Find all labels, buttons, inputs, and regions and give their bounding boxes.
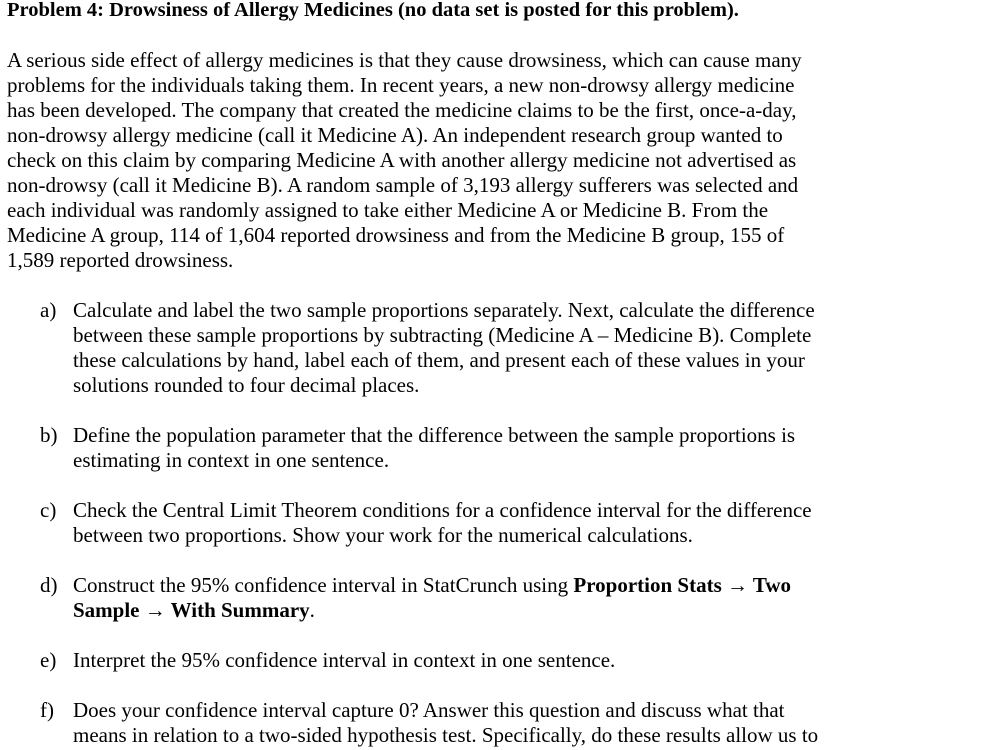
question-line: Define the population parameter that the difference between the sample proportions is	[73, 423, 796, 447]
question-text-end: .	[309, 598, 315, 622]
statcrunch-menu-path-cont: Sample → With Summary	[73, 598, 310, 622]
statcrunch-menu-path: Proportion Stats → Two	[573, 573, 791, 597]
question-letter: a)	[40, 298, 57, 322]
question-letter: e)	[40, 648, 57, 672]
intro-line: 1,589 reported drowsiness.	[7, 248, 234, 272]
question-line: Check the Central Limit Theorem conditions for a confidence interval for the difference	[73, 498, 812, 522]
intro-line: check on this claim by comparing Medicine A with another allergy medicine not advertised as	[7, 148, 797, 172]
question-text: Construct the 95% confidence interval in StatCrunch using	[73, 573, 574, 597]
intro-line: A serious side effect of allergy medicines is that they cause drowsiness, which can cause many	[7, 48, 802, 72]
question-line: Interpret the 95% confidence interval in context in one sentence.	[73, 648, 616, 672]
intro-line: problems for the individuals taking them. In recent years, a new non-drowsy allergy medicine	[7, 73, 795, 97]
question-line: solutions rounded to four decimal places.	[73, 373, 420, 397]
question-line: between these sample proportions by subtracting (Medicine A – Medicine B). Complete	[73, 323, 812, 347]
question-a	[7, 298, 863, 398]
question-letter: b)	[40, 423, 58, 447]
intro-line: non-drowsy (call it Medicine B). A random sample of 3,193 allergy sufferers was selected and	[7, 173, 799, 197]
question-b	[7, 423, 863, 473]
question-letter: d)	[40, 573, 58, 597]
intro-line: Medicine A group, 114 of 1,604 reported drowsiness and from the Medicine B group, 155 of	[7, 223, 785, 247]
question-line: Does your confidence interval capture 0? Answer this question and discuss what that	[73, 698, 785, 722]
intro-line: non-drowsy allergy medicine (call it Medicine A). An independent research group wanted to	[7, 123, 783, 147]
question-c	[7, 498, 863, 548]
question-line: estimating in context in one sentence.	[73, 448, 390, 472]
question-letter: c)	[40, 498, 57, 522]
question-f	[7, 698, 873, 748]
question-letter: f)	[40, 698, 54, 722]
question-line: between two proportions. Show your work for the numerical calculations.	[73, 523, 693, 547]
question-line: Calculate and label the two sample proportions separately. Next, calculate the difference	[73, 298, 815, 322]
question-line: means in relation to a two-sided hypothesis test. Specifically, do these results allow us to	[73, 723, 819, 747]
intro-line: each individual was randomly assigned to take either Medicine A or Medicine B. From the	[7, 198, 769, 222]
intro-line: has been developed. The company that created the medicine claims to be the first, once-a-day,	[7, 98, 797, 122]
question-line: these calculations by hand, label each of them, and present each of these values in your	[73, 348, 805, 372]
problem-intro	[7, 48, 847, 273]
problem-title: Problem 4: Drowsiness of Allergy Medicines (no data set is posted for this problem).	[7, 0, 739, 21]
question-d	[7, 573, 863, 623]
question-e	[7, 648, 863, 673]
question-list	[7, 298, 967, 748]
document-page	[7, 0, 967, 748]
